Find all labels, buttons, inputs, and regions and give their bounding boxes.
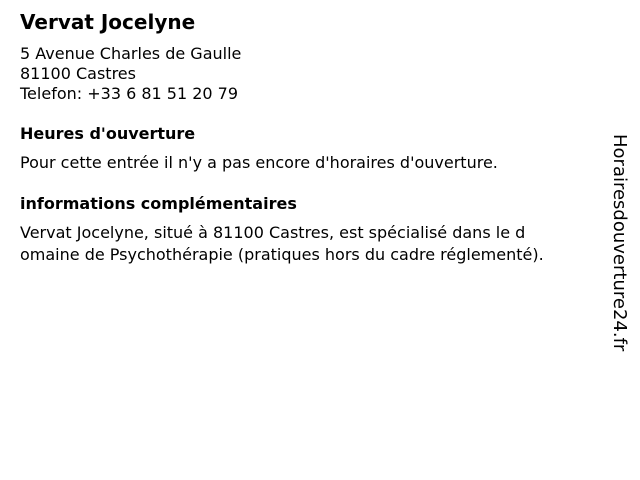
address-street: 5 Avenue Charles de Gaulle: [20, 44, 242, 63]
additional-info-line-1: Vervat Jocelyne, situé à 81100 Castres, est spécialisé dans le d: [20, 223, 526, 242]
address-city: 81100 Castres: [20, 64, 136, 83]
site-watermark: [590, 134, 630, 374]
additional-info-text: [20, 222, 544, 266]
opening-hours-heading: Heures d'ouverture: [20, 124, 196, 143]
additional-info-line-2: omaine de Psychothérapie (pratiques hors du cadre réglementé).: [20, 245, 544, 264]
opening-hours-text: Pour cette entrée il n'y a pas encore d'horaires d'ouverture.: [20, 153, 498, 172]
additional-info-heading: informations complémentaires: [20, 194, 297, 213]
watermark-text: Horairesdouverture24.fr: [609, 134, 630, 352]
phone-number: Telefon: +33 6 81 51 20 79: [20, 84, 239, 103]
address-block: [20, 44, 241, 104]
business-name: Vervat Jocelyne: [20, 10, 196, 34]
